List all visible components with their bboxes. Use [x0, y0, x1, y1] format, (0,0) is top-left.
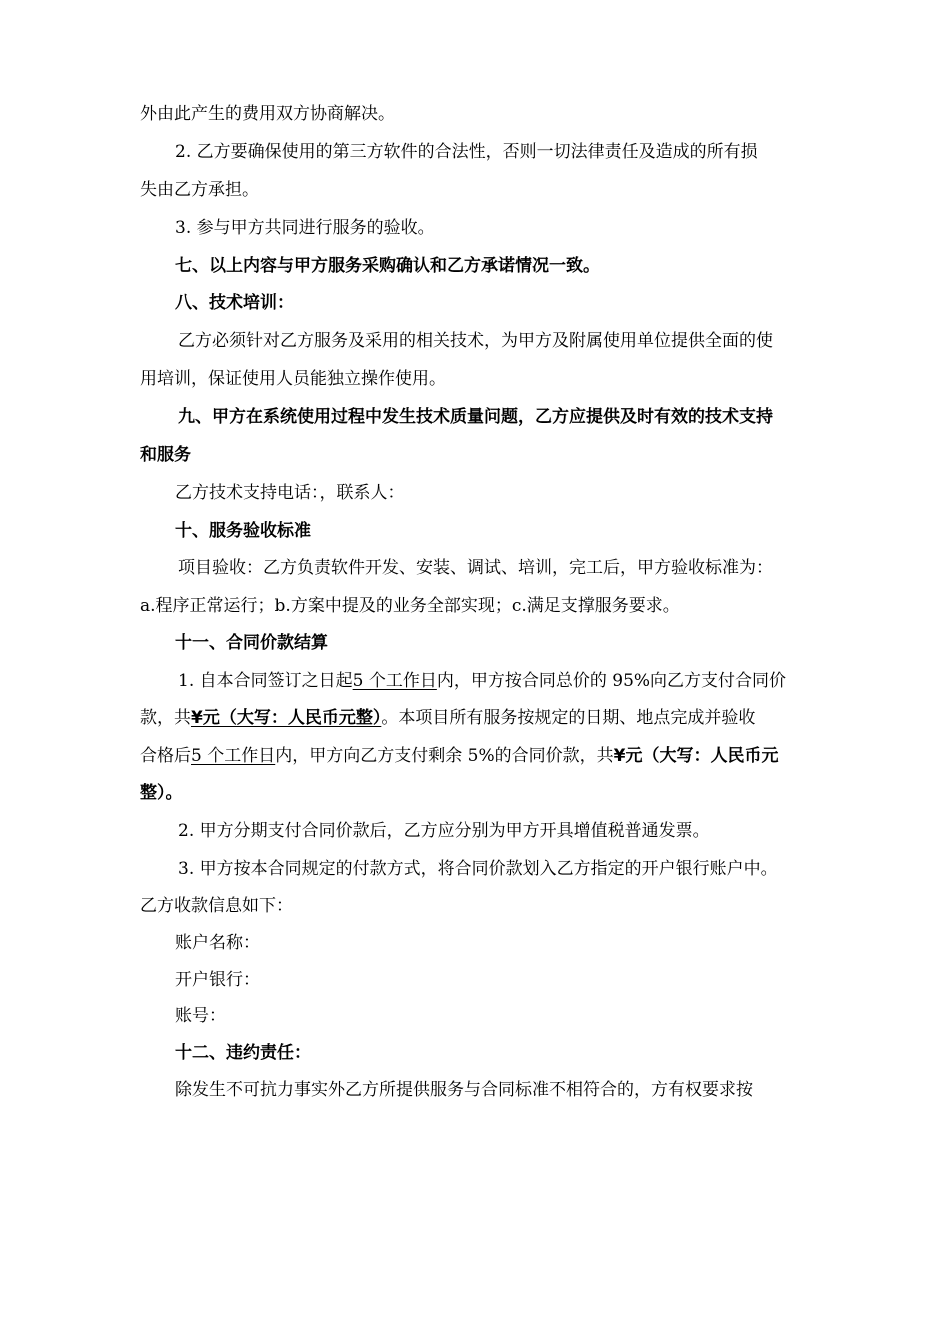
underlined-text: 5 个工作日	[352, 671, 437, 691]
paragraph-line	[140, 708, 860, 728]
text-run: 款，共	[140, 708, 191, 728]
paragraph-line: 项目验收：乙方负责软件开发、安装、调试、培训，完工后，甲方验收标准为：	[178, 558, 773, 578]
paragraph-line: 失由乙方承担。	[140, 180, 259, 200]
account-name-label: 账户名称：	[175, 933, 260, 953]
paragraph-line: 3. 甲方按本合同规定的付款方式，将合同价款划入乙方指定的开户银行账户中。	[178, 859, 778, 879]
text-run: 内，甲方向乙方支付剩余 5%的合同价款，共	[275, 746, 614, 766]
text-run: 1. 自本合同签订之日起	[178, 671, 353, 691]
section-heading-12: 十二、违约责任：	[175, 1043, 311, 1063]
text-run: 内，甲方按合同总价的 95%向乙方支付合同价	[436, 671, 787, 691]
bank-label: 开户银行：	[175, 970, 260, 990]
section-heading-9: 九、甲方在系统使用过程中发生技术质量问题，乙方应提供及时有效的技术支持	[178, 407, 773, 427]
section-heading-10: 十、服务验收标准	[175, 521, 311, 541]
paragraph-line: 2. 乙方要确保使用的第三方软件的合法性，否则一切法律责任及造成的所有损	[175, 142, 758, 162]
section-heading-8: 八、技术培训：	[175, 293, 294, 313]
paragraph-line: 用培训，保证使用人员能独立操作使用。	[140, 369, 446, 389]
paragraph-line	[178, 671, 860, 691]
amount-bold: ¥元（大写：人民币元	[613, 746, 779, 766]
section-heading-11: 十一、合同价款结算	[175, 633, 328, 653]
paragraph-line: a.程序正常运行；b.方案中提及的业务全部实现；c.满足支撑服务要求。	[140, 596, 680, 616]
paragraph-line: 整）。	[140, 783, 183, 803]
text-run: 合格后	[140, 746, 191, 766]
text-run: 。本项目所有服务按规定的日期、地点完成并验收	[381, 708, 756, 728]
underlined-text: 5 个工作日	[191, 746, 276, 766]
paragraph-line: 2. 甲方分期支付合同价款后，乙方应分别为甲方开具增值税普通发票。	[178, 821, 710, 841]
paragraph-line: 外由此产生的费用双方协商解决。	[140, 104, 395, 124]
paragraph-line: 3. 参与甲方共同进行服务的验收。	[175, 218, 435, 238]
amount-underlined: ¥元（大写：人民币元整）	[191, 708, 382, 728]
paragraph-line: 乙方技术支持电话：，联系人：	[175, 483, 405, 503]
account-number-label: 账号：	[175, 1006, 226, 1026]
section-heading-9-cont: 和服务	[140, 445, 191, 465]
paragraph-line: 除发生不可抗力事实外乙方所提供服务与合同标准不相符合的，方有权要求按	[175, 1080, 753, 1100]
section-heading-7: 七、以上内容与甲方服务采购确认和乙方承诺情况一致。	[175, 256, 600, 276]
paragraph-line: 乙方收款信息如下：	[140, 896, 293, 916]
paragraph-line	[140, 746, 860, 766]
paragraph-line: 乙方必须针对乙方服务及采用的相关技术，为甲方及附属使用单位提供全面的使	[178, 331, 773, 351]
